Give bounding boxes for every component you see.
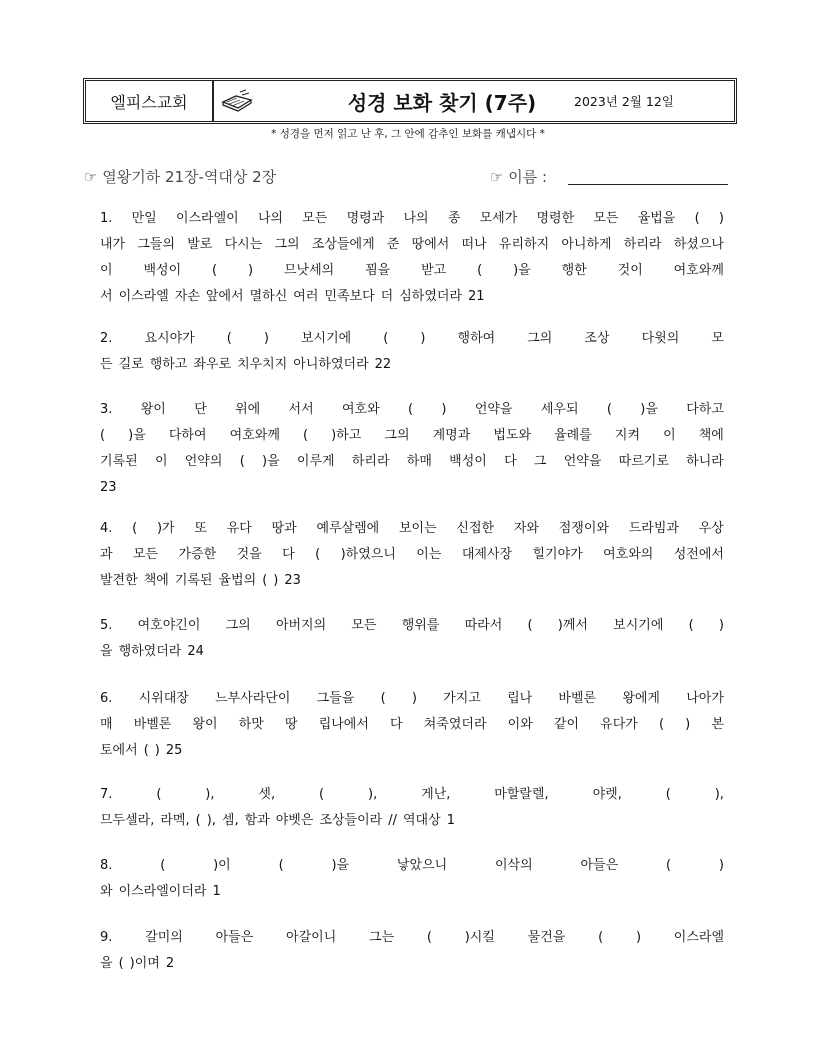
question-word: 그들의: [137, 237, 176, 252]
question-line: [100, 449, 724, 475]
question-line: [100, 738, 724, 764]
question-word: 왕이: [192, 717, 218, 732]
question-word: 물건을: [527, 930, 566, 945]
question-word: ): [154, 743, 160, 758]
question-word: 행하여: [457, 331, 496, 346]
question-word: 야벳은: [275, 813, 314, 828]
question-word: 자손: [174, 289, 200, 304]
question-word: 아들은: [215, 930, 254, 945]
question-word: 받고: [421, 263, 447, 278]
question-word: 이스라엘이더라: [118, 884, 207, 899]
question-word: 다: [504, 454, 517, 469]
question-word: ): [441, 402, 447, 417]
question-word: 1: [212, 884, 221, 899]
question-word: )가: [156, 521, 175, 536]
question-word: 이스라엘이: [175, 211, 239, 226]
question-word: 4.: [100, 521, 113, 536]
question-7: [100, 782, 724, 834]
question-word: 예루살렘에: [316, 521, 380, 536]
question-word: 21: [468, 289, 485, 304]
question-word: 립나에서: [318, 717, 369, 732]
question-word: 여호와께: [673, 263, 724, 278]
question-word: 하리라: [623, 237, 662, 252]
question-word: 마할랄렐,: [494, 787, 549, 802]
question-word: ): [263, 331, 269, 346]
question-word: 다하고: [686, 402, 724, 417]
question-word: 행하였더라: [118, 644, 182, 659]
name-label: ☞ 이름 :: [490, 168, 548, 186]
question-line: [100, 568, 724, 594]
question-word: 22: [374, 357, 392, 372]
question-word: 23: [100, 480, 117, 495]
question-word: (: [606, 402, 612, 417]
question-word: 함과: [244, 813, 270, 828]
worksheet-date: 2023년 2월 12일: [574, 94, 674, 109]
question-word: 다하여: [168, 428, 207, 443]
question-line: [100, 782, 724, 808]
question-word: 만일: [131, 211, 157, 226]
question-line: [100, 686, 724, 712]
question-word: 5.: [100, 618, 113, 633]
question-line: [100, 326, 724, 352]
bible-book-icon: [214, 81, 260, 121]
question-word: 바벨론: [558, 691, 597, 706]
question-word: 야렛,: [592, 787, 622, 802]
question-word: 모든: [593, 211, 619, 226]
question-word: 발로: [187, 237, 213, 252]
instruction-note: * 성경을 먼저 읽고 난 후, 그 안에 감추인 보화를 캐냅시다 *: [271, 128, 545, 140]
question-word: 성전에서: [673, 547, 724, 562]
question-word: 6.: [100, 691, 113, 706]
question-word: 이: [663, 428, 676, 443]
question-word: ),: [368, 787, 378, 802]
question-word: 가지고: [443, 691, 481, 706]
question-line: [100, 808, 724, 834]
question-word: 아니하였더라: [293, 357, 369, 372]
question-word: 다: [390, 717, 403, 732]
question-word: 책에: [143, 573, 169, 588]
question-word: 셈,: [221, 813, 239, 828]
question-word: 그의: [384, 428, 410, 443]
question-3: [100, 397, 724, 501]
question-word: 토에서: [100, 743, 138, 758]
question-word: 꾐을: [365, 263, 391, 278]
question-word: 모: [711, 331, 724, 346]
question-2: [100, 326, 724, 378]
question-word: 힐기야가: [532, 547, 583, 562]
question-word: 여호야긴이: [137, 618, 201, 633]
question-word: 요시야가: [144, 331, 195, 346]
question-word: 멸하신: [249, 289, 288, 304]
question-line: [100, 853, 724, 879]
name-field[interactable]: [568, 184, 728, 185]
question-word: 다윗의: [641, 331, 680, 346]
question-word: (: [195, 813, 201, 828]
question-word: 보시기에: [300, 331, 352, 346]
question-word: 백성이: [449, 454, 487, 469]
church-name: 엘피스교회: [86, 81, 214, 121]
question-word: 므두셀라,: [100, 813, 155, 828]
question-word: )하고: [331, 428, 362, 443]
question-word: (: [160, 858, 166, 873]
question-word: ): [635, 930, 642, 945]
question-word: 율법을: [637, 211, 676, 226]
question-word: (: [156, 787, 162, 802]
question-word: 좌우로: [193, 357, 232, 372]
question-word: )이며: [129, 956, 160, 971]
question-word: 이스라엘: [673, 930, 724, 945]
question-word: 아니하게: [561, 237, 612, 252]
question-word: 본: [711, 717, 724, 732]
question-word: 모세가: [479, 211, 518, 226]
question-word: 자와: [513, 521, 539, 536]
question-word: ): [718, 858, 724, 873]
question-word: 명령한: [536, 211, 575, 226]
question-word: (: [143, 743, 149, 758]
scripture-reference: ☞ 열왕기하 21장-역대상 2장: [84, 168, 277, 186]
question-word: 서서: [288, 402, 314, 417]
question-word: 가증한: [178, 547, 217, 562]
question-word: 7.: [100, 787, 113, 802]
question-word: 든: [100, 357, 113, 372]
question-word: 을: [100, 956, 113, 971]
question-word: 왕이: [140, 402, 166, 417]
question-word: 3.: [100, 402, 113, 417]
question-word: 치우치지: [237, 357, 288, 372]
question-word: 율법의: [218, 573, 257, 588]
question-word: 을: [100, 644, 113, 659]
question-word: (: [239, 454, 245, 469]
question-word: 매: [100, 717, 113, 732]
question-word: (: [383, 331, 389, 346]
question-word: 것이: [617, 263, 643, 278]
question-word: (: [226, 331, 232, 346]
question-word: 이: [154, 454, 168, 469]
question-word: 립나: [507, 691, 533, 706]
question-word: 여러: [293, 289, 319, 304]
question-word: 9.: [100, 930, 113, 945]
question-word: 과: [100, 547, 113, 562]
question-word: 25: [165, 743, 183, 758]
question-line: [100, 284, 724, 310]
question-word: 민족보다: [324, 289, 375, 304]
question-word: ),: [205, 787, 215, 802]
question-word: )을: [640, 402, 658, 417]
question-6: [100, 686, 724, 764]
question-line: [100, 925, 724, 951]
question-line: [100, 397, 724, 423]
question-word: (: [315, 547, 321, 562]
question-word: 또: [194, 521, 207, 536]
question-8: [100, 853, 724, 905]
question-word: 것을: [236, 547, 262, 562]
question-word: 그는: [369, 930, 395, 945]
question-word: 유다: [226, 521, 252, 536]
question-word: 보이는: [398, 521, 437, 536]
question-word: ): [718, 211, 724, 226]
question-line: [100, 951, 724, 977]
question-word: 이스라엘: [118, 289, 169, 304]
question-word: 지켜: [614, 428, 641, 443]
question-word: 계명과: [432, 428, 471, 443]
question-word: (: [665, 858, 672, 873]
question-word: 행하고: [149, 357, 188, 372]
question-word: 조상: [584, 331, 610, 346]
question-word: 언약을: [474, 402, 513, 417]
question-word: 여호와께: [229, 428, 280, 443]
question-word: 길로: [118, 357, 144, 372]
question-word: 모든: [132, 547, 159, 562]
question-word: 1: [446, 813, 455, 828]
question-word: 낳았으니: [396, 858, 448, 873]
question-word: 단: [194, 402, 207, 417]
question-word: 책에: [698, 428, 724, 443]
question-word: 그의: [527, 331, 553, 346]
question-word: 1.: [100, 211, 113, 226]
question-word: (: [380, 691, 386, 706]
question-word: 시위대장: [138, 691, 189, 706]
question-word: )께서: [557, 618, 588, 633]
question-word: 앞에서: [205, 289, 244, 304]
question-word: 언약을: [563, 454, 602, 469]
worksheet-header: [83, 78, 737, 124]
question-word: 명령과: [346, 211, 385, 226]
question-word: 율례를: [554, 428, 592, 443]
question-word: ),: [206, 813, 216, 828]
question-word: 이는: [416, 547, 442, 562]
question-word: 24: [187, 644, 204, 659]
question-word: )을: [262, 454, 280, 469]
question-line: [100, 232, 724, 258]
question-word: 조상들에게: [311, 237, 375, 252]
question-word: 땅: [285, 717, 298, 732]
question-word: (: [302, 428, 309, 443]
question-word: 유리하지: [498, 237, 550, 252]
question-word: 내가: [100, 237, 126, 252]
question-word: 이루게: [296, 454, 335, 469]
question-word: 모든: [302, 211, 328, 226]
question-word: 8.: [100, 858, 113, 873]
question-word: 23: [284, 573, 301, 588]
question-word: )이: [213, 858, 231, 873]
question-word: 셋,: [258, 787, 276, 802]
question-word: ): [420, 331, 426, 346]
question-5: [100, 613, 724, 665]
question-word: (: [688, 618, 694, 633]
question-word: (: [694, 211, 700, 226]
question-word: (: [132, 521, 138, 536]
question-word: 발견한: [100, 573, 138, 588]
question-word: 보시기에: [613, 618, 664, 633]
question-word: 므낫세의: [283, 263, 335, 278]
question-word: (: [212, 263, 218, 278]
question-word: ),: [714, 787, 724, 802]
question-word: ): [718, 618, 724, 633]
question-line: [100, 639, 724, 665]
question-word: 조상들이라: [319, 813, 383, 828]
question-word: 2: [165, 956, 175, 971]
question-word: 유다가: [600, 717, 638, 732]
question-word: 아들은: [580, 858, 619, 873]
question-word: 그의: [274, 237, 300, 252]
question-line: [100, 352, 724, 378]
question-word: (: [278, 858, 284, 873]
page-title: 성경 보화 찾기 (7주): [347, 90, 537, 115]
question-word: 아버지의: [275, 618, 327, 633]
question-word: 다: [282, 547, 295, 562]
question-word: 여호와의: [603, 547, 654, 562]
question-word: 아갈이니: [286, 930, 337, 945]
question-word: (: [477, 263, 483, 278]
question-word: 이와: [507, 717, 533, 732]
question-word: 준: [386, 237, 400, 252]
question-word: (: [665, 787, 671, 802]
question-word: 떠나: [461, 237, 487, 252]
question-word: 나아가: [686, 691, 724, 706]
question-4: [100, 516, 724, 594]
question-word: 더: [380, 289, 394, 304]
question-word: 하셨으나: [673, 237, 724, 252]
question-word: 다시는: [224, 237, 263, 252]
question-word: 역대상: [403, 813, 441, 828]
question-word: 하매: [406, 454, 432, 469]
question-word: ): [273, 573, 279, 588]
question-word: 이: [100, 263, 113, 278]
question-line: [100, 542, 724, 568]
question-word: 갈미의: [145, 930, 183, 945]
question-word: (: [100, 428, 106, 443]
question-word: 와: [100, 884, 113, 899]
question-word: ): [411, 691, 417, 706]
question-line: [100, 712, 724, 738]
question-word: 기록된: [174, 573, 213, 588]
question-word: 신접한: [456, 521, 495, 536]
question-word: 이삭의: [494, 858, 533, 873]
question-word: 심하였더라: [399, 289, 463, 304]
question-word: 나의: [257, 211, 284, 226]
question-word: 쳐죽였더라: [423, 717, 487, 732]
question-word: 대제사장: [461, 547, 513, 562]
question-word: 백성이: [143, 263, 182, 278]
question-word: 행한: [561, 263, 587, 278]
question-word: ): [685, 717, 691, 732]
question-word: 기록된: [100, 454, 138, 469]
question-word: 세우되: [540, 402, 579, 417]
question-word: (: [118, 956, 124, 971]
question-line: [100, 423, 724, 449]
question-word: 나의: [403, 211, 429, 226]
question-word: 그: [533, 454, 547, 469]
question-word: 바벨론: [133, 717, 172, 732]
question-word: 법도와: [493, 428, 532, 443]
question-line: [100, 475, 724, 501]
question-word: 그의: [225, 618, 251, 633]
question-word: 모든: [351, 618, 377, 633]
question-word: //: [388, 813, 397, 828]
question-word: 땅에서: [411, 237, 450, 252]
question-word: (: [658, 717, 665, 732]
question-word: 하니라: [686, 454, 724, 469]
question-word: (: [262, 573, 268, 588]
question-word: ): [248, 263, 254, 278]
question-word: 따르기로: [618, 454, 669, 469]
question-word: 행위를: [401, 618, 440, 633]
question-word: )을: [513, 263, 531, 278]
question-word: (: [527, 618, 533, 633]
question-word: 언약의: [184, 454, 223, 469]
question-word: )을: [128, 428, 146, 443]
question-word: 위에: [235, 402, 261, 417]
question-word: 서: [100, 289, 113, 304]
question-line: [100, 516, 724, 542]
question-word: 같이: [553, 717, 580, 732]
question-word: 종: [447, 211, 461, 226]
question-word: (: [319, 787, 325, 802]
question-1: [100, 206, 724, 310]
question-word: 하맛: [238, 717, 264, 732]
question-word: 게난,: [421, 787, 451, 802]
question-word: (: [426, 930, 432, 945]
question-word: (: [408, 402, 414, 417]
question-word: )시킬: [464, 930, 495, 945]
question-word: 하리라: [351, 454, 390, 469]
question-word: 라멕,: [160, 813, 190, 828]
question-word: 2.: [100, 331, 113, 346]
question-line: [100, 613, 724, 639]
question-word: 드라빔과: [628, 521, 679, 536]
question-word: 느부사라단이: [215, 691, 291, 706]
question-word: 따라서: [464, 618, 503, 633]
question-word: )을: [331, 858, 350, 873]
question-word: )하였으니: [340, 547, 396, 562]
question-line: [100, 879, 724, 905]
question-word: 여호와: [341, 402, 380, 417]
question-word: 우상: [698, 521, 724, 536]
question-word: 점쟁이와: [558, 521, 609, 536]
question-line: [100, 258, 724, 284]
question-word: 땅과: [271, 521, 297, 536]
question-word: (: [598, 930, 604, 945]
question-9: [100, 925, 724, 977]
question-word: 왕에게: [622, 691, 660, 706]
question-word: 그들을: [316, 691, 355, 706]
question-line: [100, 206, 724, 232]
